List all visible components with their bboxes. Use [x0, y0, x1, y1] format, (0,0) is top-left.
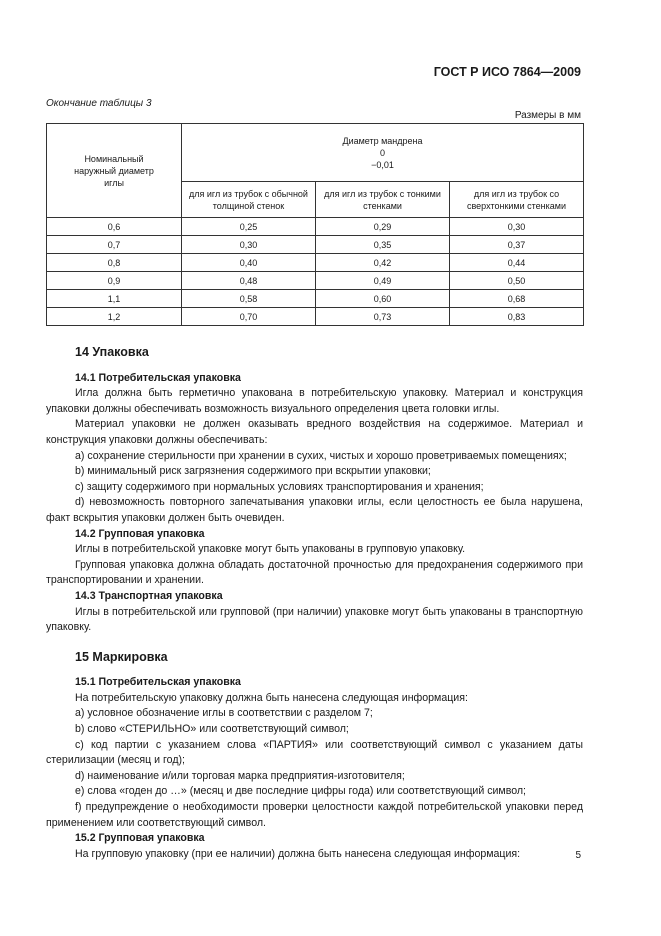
col-header-extra-thin-wall: для игл из трубок со сверхтонкими стенками: [450, 182, 584, 218]
list-item: a) условное обозначение иглы в соответствии с разделом 7;: [75, 707, 373, 720]
table-cell: 0,6: [47, 218, 182, 236]
page-number: 5: [575, 850, 581, 861]
table-cell: 0,60: [316, 290, 450, 308]
section-15-1-heading: 15.1 Потребительская упаковка: [75, 676, 241, 689]
paragraph: Групповая упаковка должна обладать достаточной прочностью для предохранения содержимого при транспортировании и хранении.: [46, 558, 583, 587]
table-caption: Окончание таблицы 3: [46, 98, 152, 109]
table-cell: 0,30: [450, 218, 584, 236]
document-body: [46, 345, 583, 862]
section-14-1-heading: 14.1 Потребительская упаковка: [75, 371, 241, 384]
table-cell: 0,68: [450, 290, 584, 308]
table-cell: 1,2: [47, 308, 182, 326]
table-cell: 0,9: [47, 272, 182, 290]
section-15-2-heading: 15.2 Групповая упаковка: [75, 832, 205, 845]
list-item: c) защиту содержимого при нормальных условиях транспортирования и хранения;: [75, 480, 484, 493]
mandrel-diameter-table: [46, 123, 584, 326]
list-item: b) минимальный риск загрязнения содержимого при вскрытии упаковки;: [75, 465, 431, 478]
col-header-mandrel-diameter: Диаметр мандрена 0 −0,01: [182, 124, 584, 182]
table-cell: 0,8: [47, 254, 182, 272]
list-item: b) слово «СТЕРИЛЬНО» или соответствующий символ;: [75, 723, 349, 736]
table-cell: 0,73: [316, 308, 450, 326]
table-cell: 0,50: [450, 272, 584, 290]
table-cell: 0,40: [182, 254, 316, 272]
paragraph: Игла должна быть герметично упакована в потребительскую упаковку. Материал и конструкция упаковки должны обеспечивать возможность визуального определения цвета головки иглы.: [46, 387, 583, 415]
list-item: a) сохранение стерильности при хранении в сухих, чистых и хорошо проветриваемых помещениях;: [75, 449, 567, 462]
table-cell: 0,30: [182, 236, 316, 254]
table-cell: 0,58: [182, 290, 316, 308]
table-row: [47, 236, 584, 254]
table-row: [47, 272, 584, 290]
table-units: Размеры в мм: [514, 110, 581, 121]
table-row: [47, 290, 584, 308]
list-item: e) слова «годен до …» (месяц и две последние цифры года) или соответствующий символ;: [75, 785, 526, 798]
table-cell: 0,83: [450, 308, 584, 326]
section-15-heading: 15 Маркировка: [75, 649, 168, 664]
paragraph: На потребительскую упаковку должна быть нанесена следующая информация:: [75, 691, 468, 704]
table-cell: 1,1: [47, 290, 182, 308]
col-header-nominal-diameter: Номинальный наружный диаметр иглы: [47, 124, 182, 218]
table-cell: 0,48: [182, 272, 316, 290]
table-cell: 0,42: [316, 254, 450, 272]
table-cell: 0,49: [316, 272, 450, 290]
section-14-3-heading: 14.3 Транспортная упаковка: [75, 589, 223, 602]
list-item: d) невозможность повторного запечатывания упаковки иглы, если целостность ее была нарушена, факт вскрытия упаковки должен быть очевиден.: [46, 496, 583, 524]
table-cell: 0,25: [182, 218, 316, 236]
table-row: [47, 218, 584, 236]
document-code: ГОСТ Р ИСО 7864—2009: [433, 65, 581, 79]
paragraph: Иглы в потребительской упаковке могут быть упакованы в групповую упаковку.: [75, 543, 466, 556]
table-cell: 0,70: [182, 308, 316, 326]
list-item: c) код партии с указанием слова «ПАРТИЯ» или соответствующий символ с указанием даты стерилизации (месяц и год);: [46, 738, 583, 767]
paragraph: Иглы в потребительской или групповой (при наличии) упаковке могут быть упакованы в транспортную упаковку.: [46, 605, 583, 634]
table-row: [47, 254, 584, 272]
table-cell: 0,35: [316, 236, 450, 254]
section-14-2-heading: 14.2 Групповая упаковка: [75, 527, 205, 540]
table-row: [47, 308, 584, 326]
col-header-regular-wall: для игл из трубок с обычной толщиной стенок: [182, 182, 316, 218]
list-item: d) наименование и/или торговая марка предприятия-изготовителя;: [75, 769, 405, 782]
paragraph: На групповую упаковку (при ее наличии) должна быть нанесена следующая информация:: [75, 847, 521, 860]
table-cell: 0,7: [47, 236, 182, 254]
section-14-heading: 14 Упаковка: [75, 345, 149, 359]
table-cell: 0,29: [316, 218, 450, 236]
table-cell: 0,37: [450, 236, 584, 254]
list-item: f) предупреждение о необходимости проверки целостности каждой потребительской упаковки перед применением или соответствующий символ.: [46, 801, 583, 829]
paragraph: Материал упаковки не должен оказывать вредного воздействия на содержимое. Материал и конструкция упаковки должны обеспечивать:: [46, 418, 583, 446]
col-header-thin-wall: для игл из трубок с тонкими стенками: [316, 182, 450, 218]
table-cell: 0,44: [450, 254, 584, 272]
